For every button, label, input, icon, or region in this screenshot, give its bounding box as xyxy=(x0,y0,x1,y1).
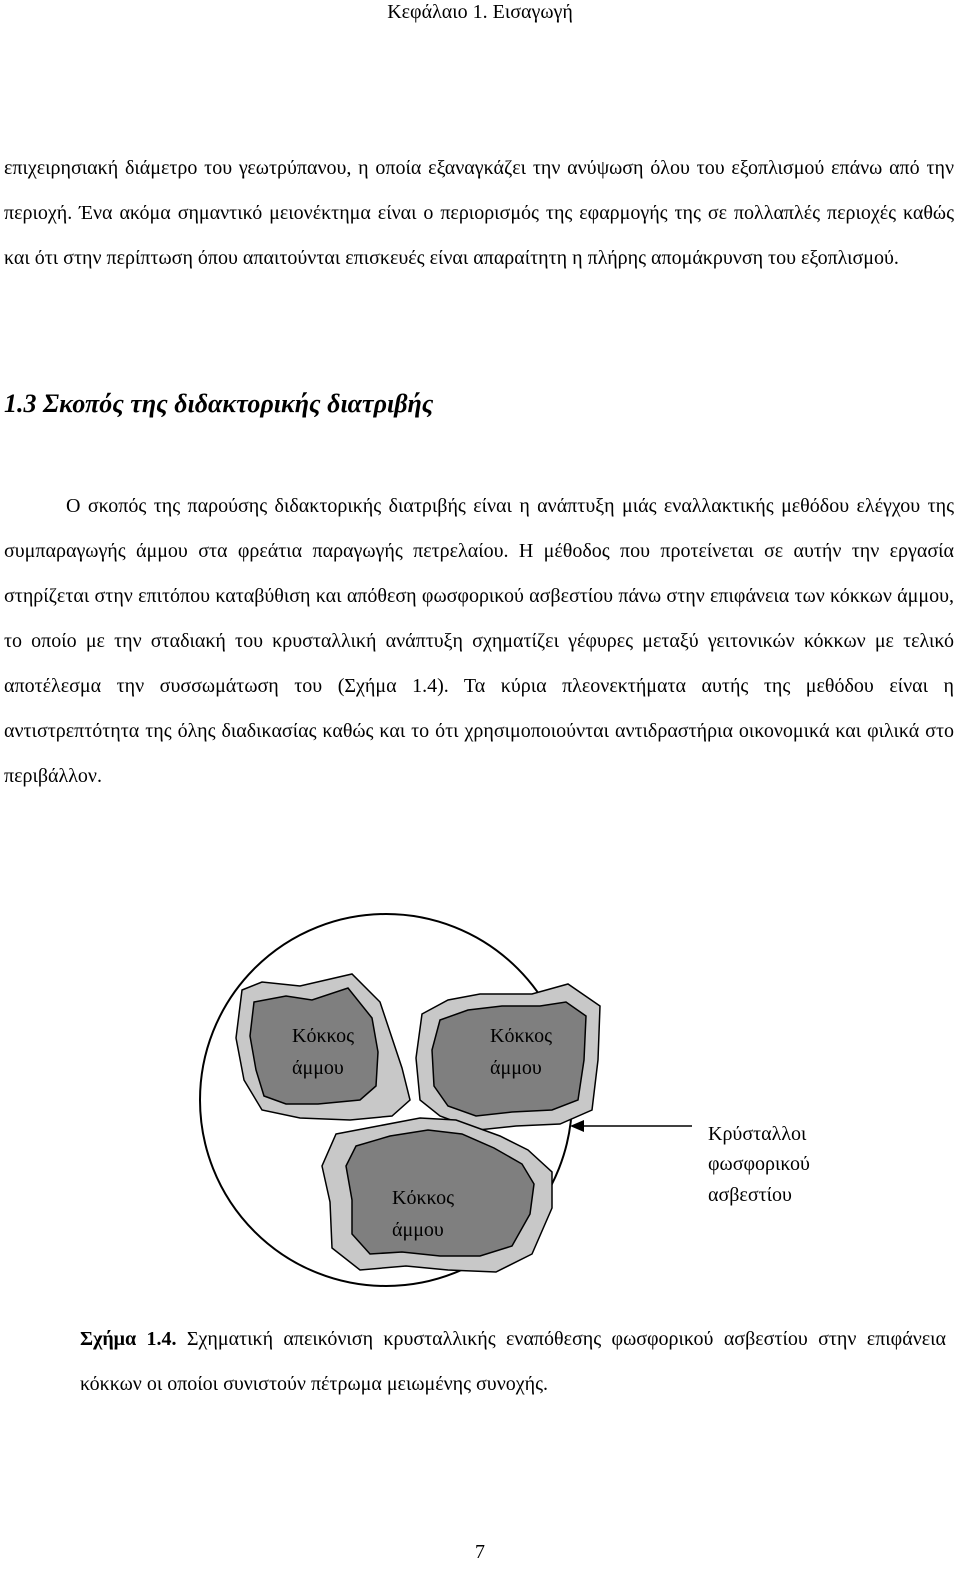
grain-3-label-line1: Κόκκος xyxy=(392,1187,455,1209)
figure-sand-grains-diagram xyxy=(0,910,960,1310)
section-heading: 1.3 Σκοπός της διδακτορικής διατριβής xyxy=(4,389,434,418)
callout-arrow-head xyxy=(570,1120,584,1132)
paragraph-purpose: Ο σκοπός της παρούσης διδακτορικής διατριβής είναι η ανάπτυξη μιάς εναλλακτικής μεθόδου ελέγχου της συμπαραγωγής άμμου στα φρεάτια παραγωγής πετρελαίου. Η μέθοδος που προτείνεται σε αυτήν την εργασία στηρίζεται στην επιτόπου καταβύθιση και απόθεση φωσφορικού ασβεστίου πάνω στην επιφάνεια των κόκκων άμμου, το οποίο με την σταδιακή του κρυσταλλική ανάπτυξη σχηματίζει γέφυρες μεταξύ γειτονικών κόκκων με τελικό αποτέλεσμα την συσσωμάτωση του (Σχήμα 1.4). Τα κύρια πλεονεκτήματα αυτής της μεθόδου είναι η αντιστρεπτότητα της όλης διαδικασίας καθώς και το ότι χρησιμοποιούνται αντιδραστήρια οικονομικά και φιλικά στο περιβάλλον. xyxy=(4,495,954,787)
crystal-label-line2: φωσφορικού xyxy=(708,1153,810,1175)
grain-3-label-line2: άμμου xyxy=(392,1219,444,1241)
figure-caption-label: Σχήμα 1.4. xyxy=(80,1328,177,1350)
grain-2-label-line2: άμμου xyxy=(490,1057,542,1079)
figure-caption xyxy=(80,1317,946,1407)
running-header: Κεφάλαιο 1. Εισαγωγή xyxy=(387,1,573,23)
grain-1-label-line2: άμμου xyxy=(292,1057,344,1079)
grain-1-label-line1: Κόκκος xyxy=(292,1025,355,1047)
figure-caption-text: Σχηματική απεικόνιση κρυσταλλικής εναπόθεσης φωσφορικού ασβεστίου στην επιφάνεια κόκκων οι οποίοι συνιστούν πέτρωμα μειωμένης συνοχής. xyxy=(80,1328,946,1395)
grain-2-label-line1: Κόκκος xyxy=(490,1025,553,1047)
crystal-label-line3: ασβεστίου xyxy=(708,1184,792,1206)
page-number: 7 xyxy=(475,1541,485,1563)
paragraph-continued: επιχειρησιακή διάμετρο του γεωτρύπανου, η οποία εξαναγκάζει την ανύψωση όλου του εξοπλισμού επάνω από την περιοχή. Ένα ακόμα σημαντικό μειονέκτημα είναι ο περιορισμός της εφαρμογής της σε πολλαπλές περιοχές καθώς και ότι στην περίπτωση όπου απαιτούνται επισκευές είναι απαραίτητη η πλήρης απομάκρυνση του εξοπλισμού. xyxy=(4,157,954,269)
crystal-label-line1: Κρύσταλλοι xyxy=(708,1123,807,1145)
